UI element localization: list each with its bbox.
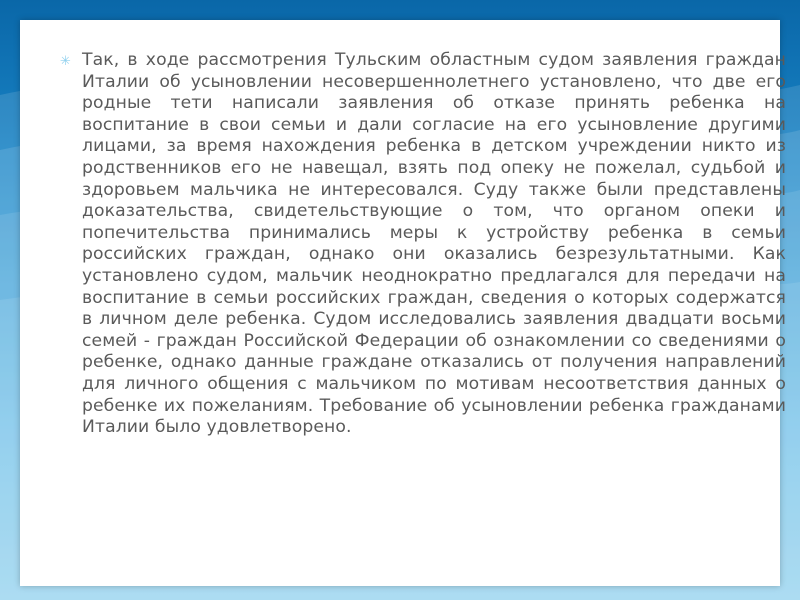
text-block [60,50,786,570]
body-paragraph: Так, в ходе рассмотрения Тульским областным судом заявления граждан Италии об усыновлении несовершеннолетнего установлено, что две его родные тети написали заявления об отказе принять ребенка на воспитание в свои семьи и дали согласие на его усыновление другими лицами, за время нахождения ребенка в детском учреждении никто из родственников его не навещал, взять под опеку не пожелал, судьбой и здоровьем мальчика не интересовался. Суду также были представлены доказательства, свидетельствующие о том, что органом опеки и попечительства принимались меры к устройству ребенка в семьи российских граждан, однако они оказались безрезультатными. Как установлено судом, мальчик неоднократно предлагался для передачи на воспитание в семьи российских граждан, сведения о которых содержатся в личном деле ребенка. Судом исследовались заявления двадцати восьми семей - граждан Российской Федерации об ознакомлении со сведениями о ребенке, однако данные граждане отказались от получения направлений для личного общения с мальчиком по мотивам несоответствия данных о ребенке их пожеланиям. Требование об усыновлении ребенка гражданами Италии было удовлетворено. [82,50,786,438]
bullet-star-icon: ✳ [60,54,71,69]
content-panel [20,20,786,586]
